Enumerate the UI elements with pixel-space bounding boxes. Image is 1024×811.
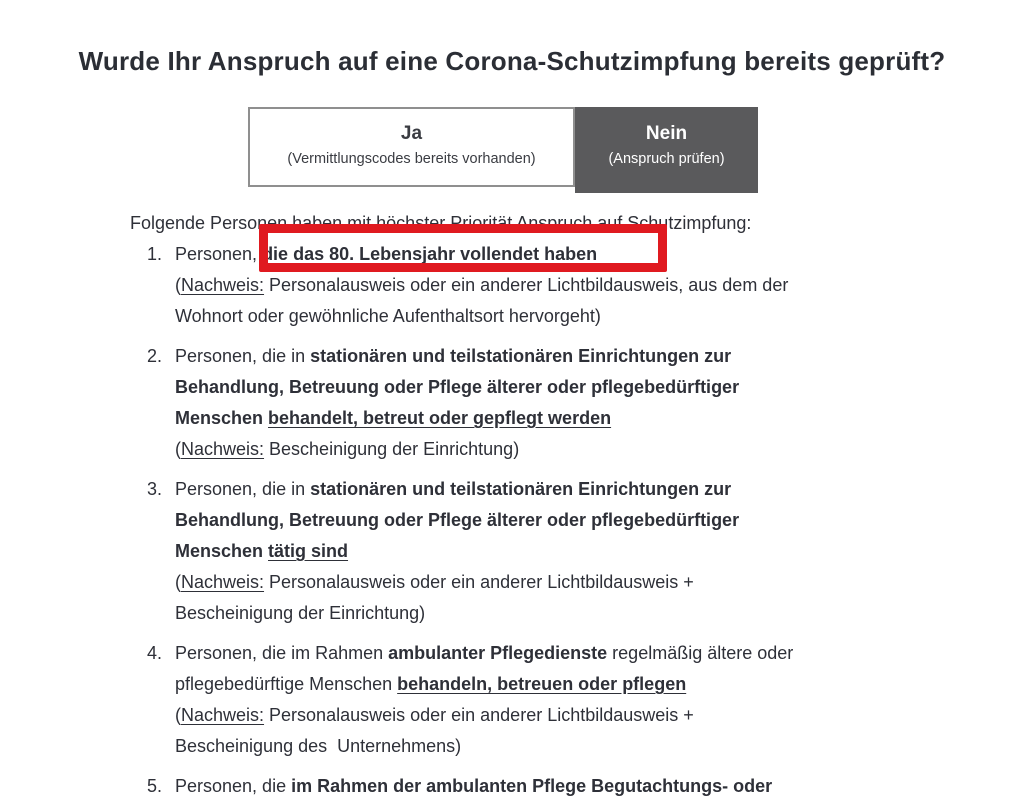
text-segment: Nachweis: — [181, 439, 265, 459]
list-item-line — [175, 771, 772, 802]
text-segment: im Rahmen der ambulanten Pflege Begutachtungs- oder — [291, 776, 773, 796]
text-segment: Nachweis: — [181, 275, 265, 295]
list-item — [128, 341, 928, 465]
list-item-line — [175, 341, 739, 372]
text-segment: Nachweis: — [181, 705, 265, 725]
list-item-body — [175, 341, 739, 465]
text-segment: stationären und teilstationären Einrichtungen zur — [310, 346, 732, 366]
list-item-body — [175, 239, 788, 332]
list-item — [128, 239, 928, 332]
priority-list-section — [128, 208, 928, 811]
text-segment: die das 80. Lebensjahr vollendet haben — [262, 244, 598, 264]
text-segment: Personalausweis oder ein anderer Lichtbildausweis + — [264, 572, 694, 592]
text-segment: ( — [175, 572, 181, 592]
list-item-line — [175, 669, 793, 700]
text-segment: Bescheinigung der Einrichtung) — [264, 439, 520, 459]
text-segment: ambulanter Pflegedienste — [388, 643, 608, 663]
list-item — [128, 638, 928, 762]
text-segment: Menschen — [175, 408, 269, 428]
text-segment: Personen, die in — [175, 479, 311, 499]
text-segment: ( — [175, 705, 181, 725]
list-item-line — [175, 474, 739, 505]
text-segment: Personen, — [175, 244, 263, 264]
list-item-line — [175, 638, 793, 669]
text-segment: Nachweis: — [181, 572, 265, 592]
list-item-line — [175, 505, 739, 536]
text-segment: Personen, die im Rahmen — [175, 643, 389, 663]
list-item-line — [175, 700, 793, 731]
list-item-line — [175, 434, 739, 465]
list-item — [128, 474, 928, 629]
list-item-number: 5. — [147, 776, 163, 796]
tab-ja-label: Ja — [400, 123, 423, 144]
tab-group — [248, 107, 758, 193]
tab-ja-sublabel: (Vermittlungscodes bereits vorhanden) — [287, 151, 536, 167]
text-segment: behandeln, betreuen oder pflegen — [397, 674, 687, 694]
list-item-body — [175, 638, 793, 762]
list-item-line — [175, 372, 739, 403]
text-segment: Behandlung, Betreuung oder Pflege älterer oder pflegebedürftiger — [175, 377, 740, 397]
list-item-body — [175, 771, 772, 802]
text-segment: Bescheinigung des Unternehmens) — [175, 736, 462, 756]
text-segment: Bescheinigung der Einrichtung) — [175, 603, 426, 623]
text-segment: Personalausweis oder ein anderer Lichtbildausweis, aus dem der — [264, 275, 789, 295]
intro-text: Folgende Personen haben mit höchster Priorität Anspruch auf Schutzimpfung: — [130, 213, 752, 233]
tab-ja[interactable] — [248, 107, 575, 187]
text-segment: Personen, die — [175, 776, 292, 796]
list-item-number: 1. — [147, 244, 163, 264]
text-segment: Wohnort oder gewöhnliche Aufenthaltsort hervorgeht) — [175, 306, 601, 326]
list-item-number: 3. — [147, 479, 163, 499]
text-segment: Behandlung, Betreuung oder Pflege älterer oder pflegebedürftiger — [175, 510, 740, 530]
list-item-line — [175, 270, 788, 301]
list-item-line — [175, 731, 793, 762]
text-segment: ( — [175, 275, 181, 295]
list-item-line — [175, 567, 739, 598]
tab-nein[interactable] — [575, 107, 758, 193]
list-item-body — [175, 474, 739, 629]
tab-nein-sublabel: (Anspruch prüfen) — [608, 151, 725, 167]
list-item-number: 4. — [147, 643, 163, 663]
text-segment: ( — [175, 439, 181, 459]
list-item-line — [175, 301, 788, 332]
list-item-number: 2. — [147, 346, 163, 366]
text-segment: Personen, die in — [175, 346, 311, 366]
text-segment: Personalausweis oder ein anderer Lichtbildausweis + — [264, 705, 694, 725]
text-segment: pflegebedürftige Menschen — [175, 674, 398, 694]
list-item-line — [175, 239, 788, 270]
page-title: Wurde Ihr Anspruch auf eine Corona-Schutzimpfung bereits geprüft? — [78, 46, 946, 76]
text-segment: tätig sind — [268, 541, 349, 561]
priority-list — [128, 239, 928, 802]
list-item-line — [175, 536, 739, 567]
list-item-line — [175, 598, 739, 629]
text-segment: stationären und teilstationären Einrichtungen zur — [310, 479, 732, 499]
text-segment: Menschen — [175, 541, 269, 561]
list-item — [128, 771, 928, 802]
text-segment: behandelt, betreut oder gepflegt werden — [268, 408, 612, 428]
text-segment: regelmäßig ältere oder — [607, 643, 794, 663]
list-item-line — [175, 403, 739, 434]
tab-nein-label: Nein — [645, 123, 688, 144]
